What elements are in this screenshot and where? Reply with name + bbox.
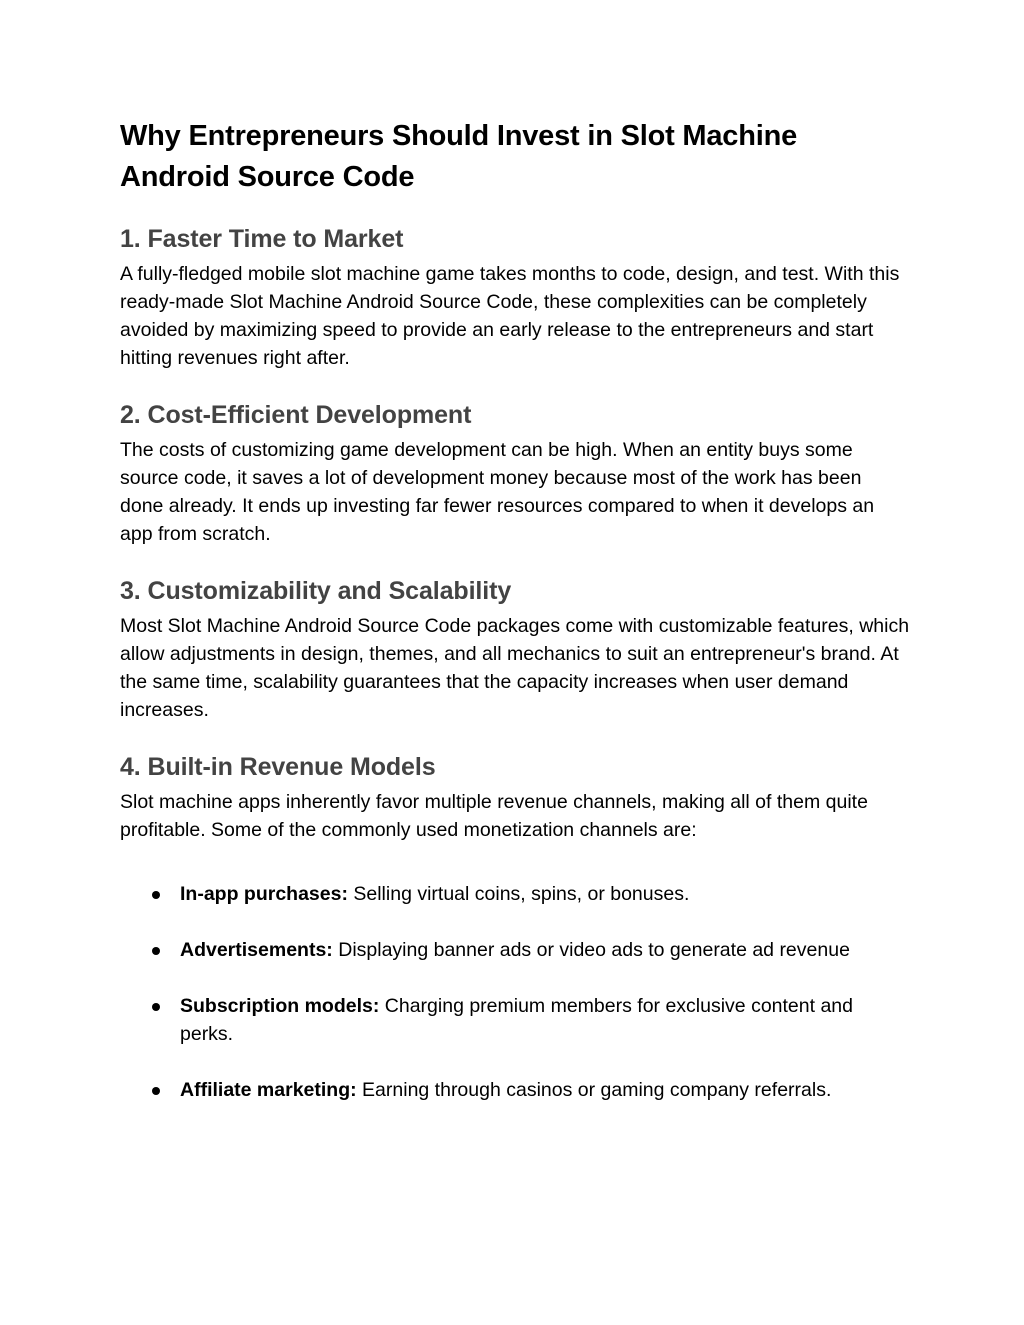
list-item [120,1076,910,1104]
section-customizability-scalability [120,574,910,724]
list-item-term: Subscription models: [180,995,380,1017]
list-item-text: Displaying banner ads or video ads to generate ad revenue [338,939,850,961]
list-item-term: In-app purchases: [180,883,348,905]
section-heading: 4. Built-in Revenue Models [120,753,436,781]
list-item-text: Selling virtual coins, spins, or bonuses. [353,883,690,905]
list-item-term: Advertisements: [180,939,333,961]
section-heading: 3. Customizability and Scalability [120,577,512,605]
section-heading: 2. Cost-Efficient Development [120,401,472,429]
bullet-icon [152,891,160,899]
list-item-term: Affiliate marketing: [180,1079,357,1101]
section-built-in-revenue-models [120,750,910,1104]
bullet-icon [152,947,160,955]
revenue-models-list [120,880,910,1104]
section-heading: 1. Faster Time to Market [120,225,404,253]
page-title: Why Entrepreneurs Should Invest in Slot Machine Android Source Code [120,120,798,193]
document-page [120,116,910,1132]
list-item-text: Charging premium members for exclusive content and perks. [180,995,853,1045]
section-paragraph: The costs of customizing game development can be high. When an entity buys some source code, it saves a lot of development money because most of the work has been done already. It ends up investing far fewer resources compared to when it develops an app from scratch. [120,439,875,545]
section-faster-time-to-market [120,222,910,372]
bullet-icon [152,1087,160,1095]
list-item [120,880,910,908]
list-item [120,936,910,964]
section-cost-efficient-development [120,398,910,548]
section-paragraph: Slot machine apps inherently favor multiple revenue channels, making all of them quite profitable. Some of the commonly used monetization channels are: [120,791,868,841]
section-paragraph: Most Slot Machine Android Source Code packages come with customizable features, which allow adjustments in design, themes, and all mechanics to suit an entrepreneur's brand. At the same time, scalability guarantees that the capacity increases when user demand increases. [120,615,910,721]
list-item-text: Earning through casinos or gaming company referrals. [362,1079,832,1101]
section-paragraph: A fully-fledged mobile slot machine game takes months to code, design, and test. With this ready-made Slot Machine Android Source Code, these complexities can be completely avoided by maximizing speed to provide an early release to the entrepreneurs and start hitting revenues right after. [120,263,900,369]
list-item [120,992,910,1048]
bullet-icon [152,1003,160,1011]
